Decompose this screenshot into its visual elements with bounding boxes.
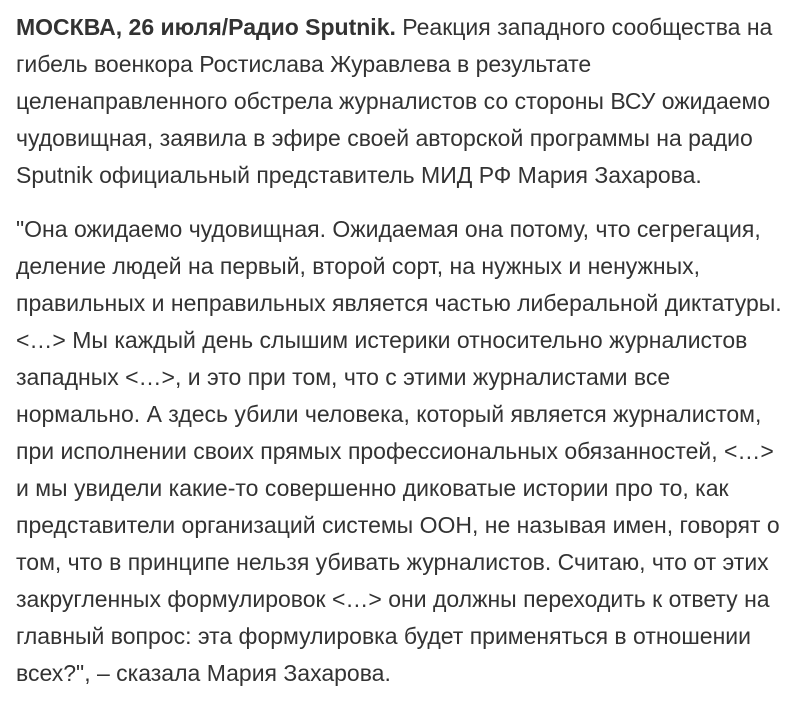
- lead-line: чудовищная, заявила в эфире своей авторской программы на радио: [16, 125, 753, 151]
- quote-line: деление людей на первый, второй сорт, на нужных и ненужных,: [16, 253, 701, 279]
- quote-line: том, что в принципе нельзя убивать журналистов. Считаю, что от этих: [16, 549, 769, 575]
- quote-line: всех?", – сказала Мария Захарова.: [16, 660, 391, 686]
- lead-line: целенаправленного обстрела журналистов со стороны ВСУ ожидаемо: [16, 88, 771, 114]
- quote-line: представители организаций системы ООН, не называя имен, говорят о: [16, 512, 780, 538]
- quote-line: при исполнении своих прямых профессиональных обязанностей, <…>: [16, 438, 774, 464]
- lead-line-text: Реакция западного сообщества на: [395, 14, 773, 40]
- lead-line: гибель военкора Ростислава Журавлева в результате: [16, 51, 592, 77]
- quote-line: правильных и неправильных является частью либеральной диктатуры.: [16, 290, 782, 316]
- quote-line: закругленных формулировок <…> они должны переходить к ответу на: [16, 586, 770, 612]
- quote-line: главный вопрос: эта формулировка будет применяться в отношении: [16, 623, 751, 649]
- lead-paragraph: [16, 9, 804, 194]
- quote-line: <…> Мы каждый день слышим истерики относительно журналистов: [16, 327, 748, 353]
- lead-line: Sputnik официальный представитель МИД РФ Мария Захарова.: [16, 162, 702, 188]
- quote-line: нормально. А здесь убили человека, который является журналистом,: [16, 401, 762, 427]
- lead-line: [16, 9, 804, 46]
- dateline: МОСКВА, 26 июля/Радио Sputnik.: [16, 14, 396, 40]
- quote-paragraph: [16, 211, 804, 692]
- quote-line: западных <…>, и это при том, что с этими журналистами все: [16, 364, 671, 390]
- quote-line: и мы увидели какие-то совершенно диковатые истории про то, как: [16, 475, 729, 501]
- quote-line: "Она ожидаемо чудовищная. Ожидаемая она потому, что сегрегация,: [16, 216, 761, 242]
